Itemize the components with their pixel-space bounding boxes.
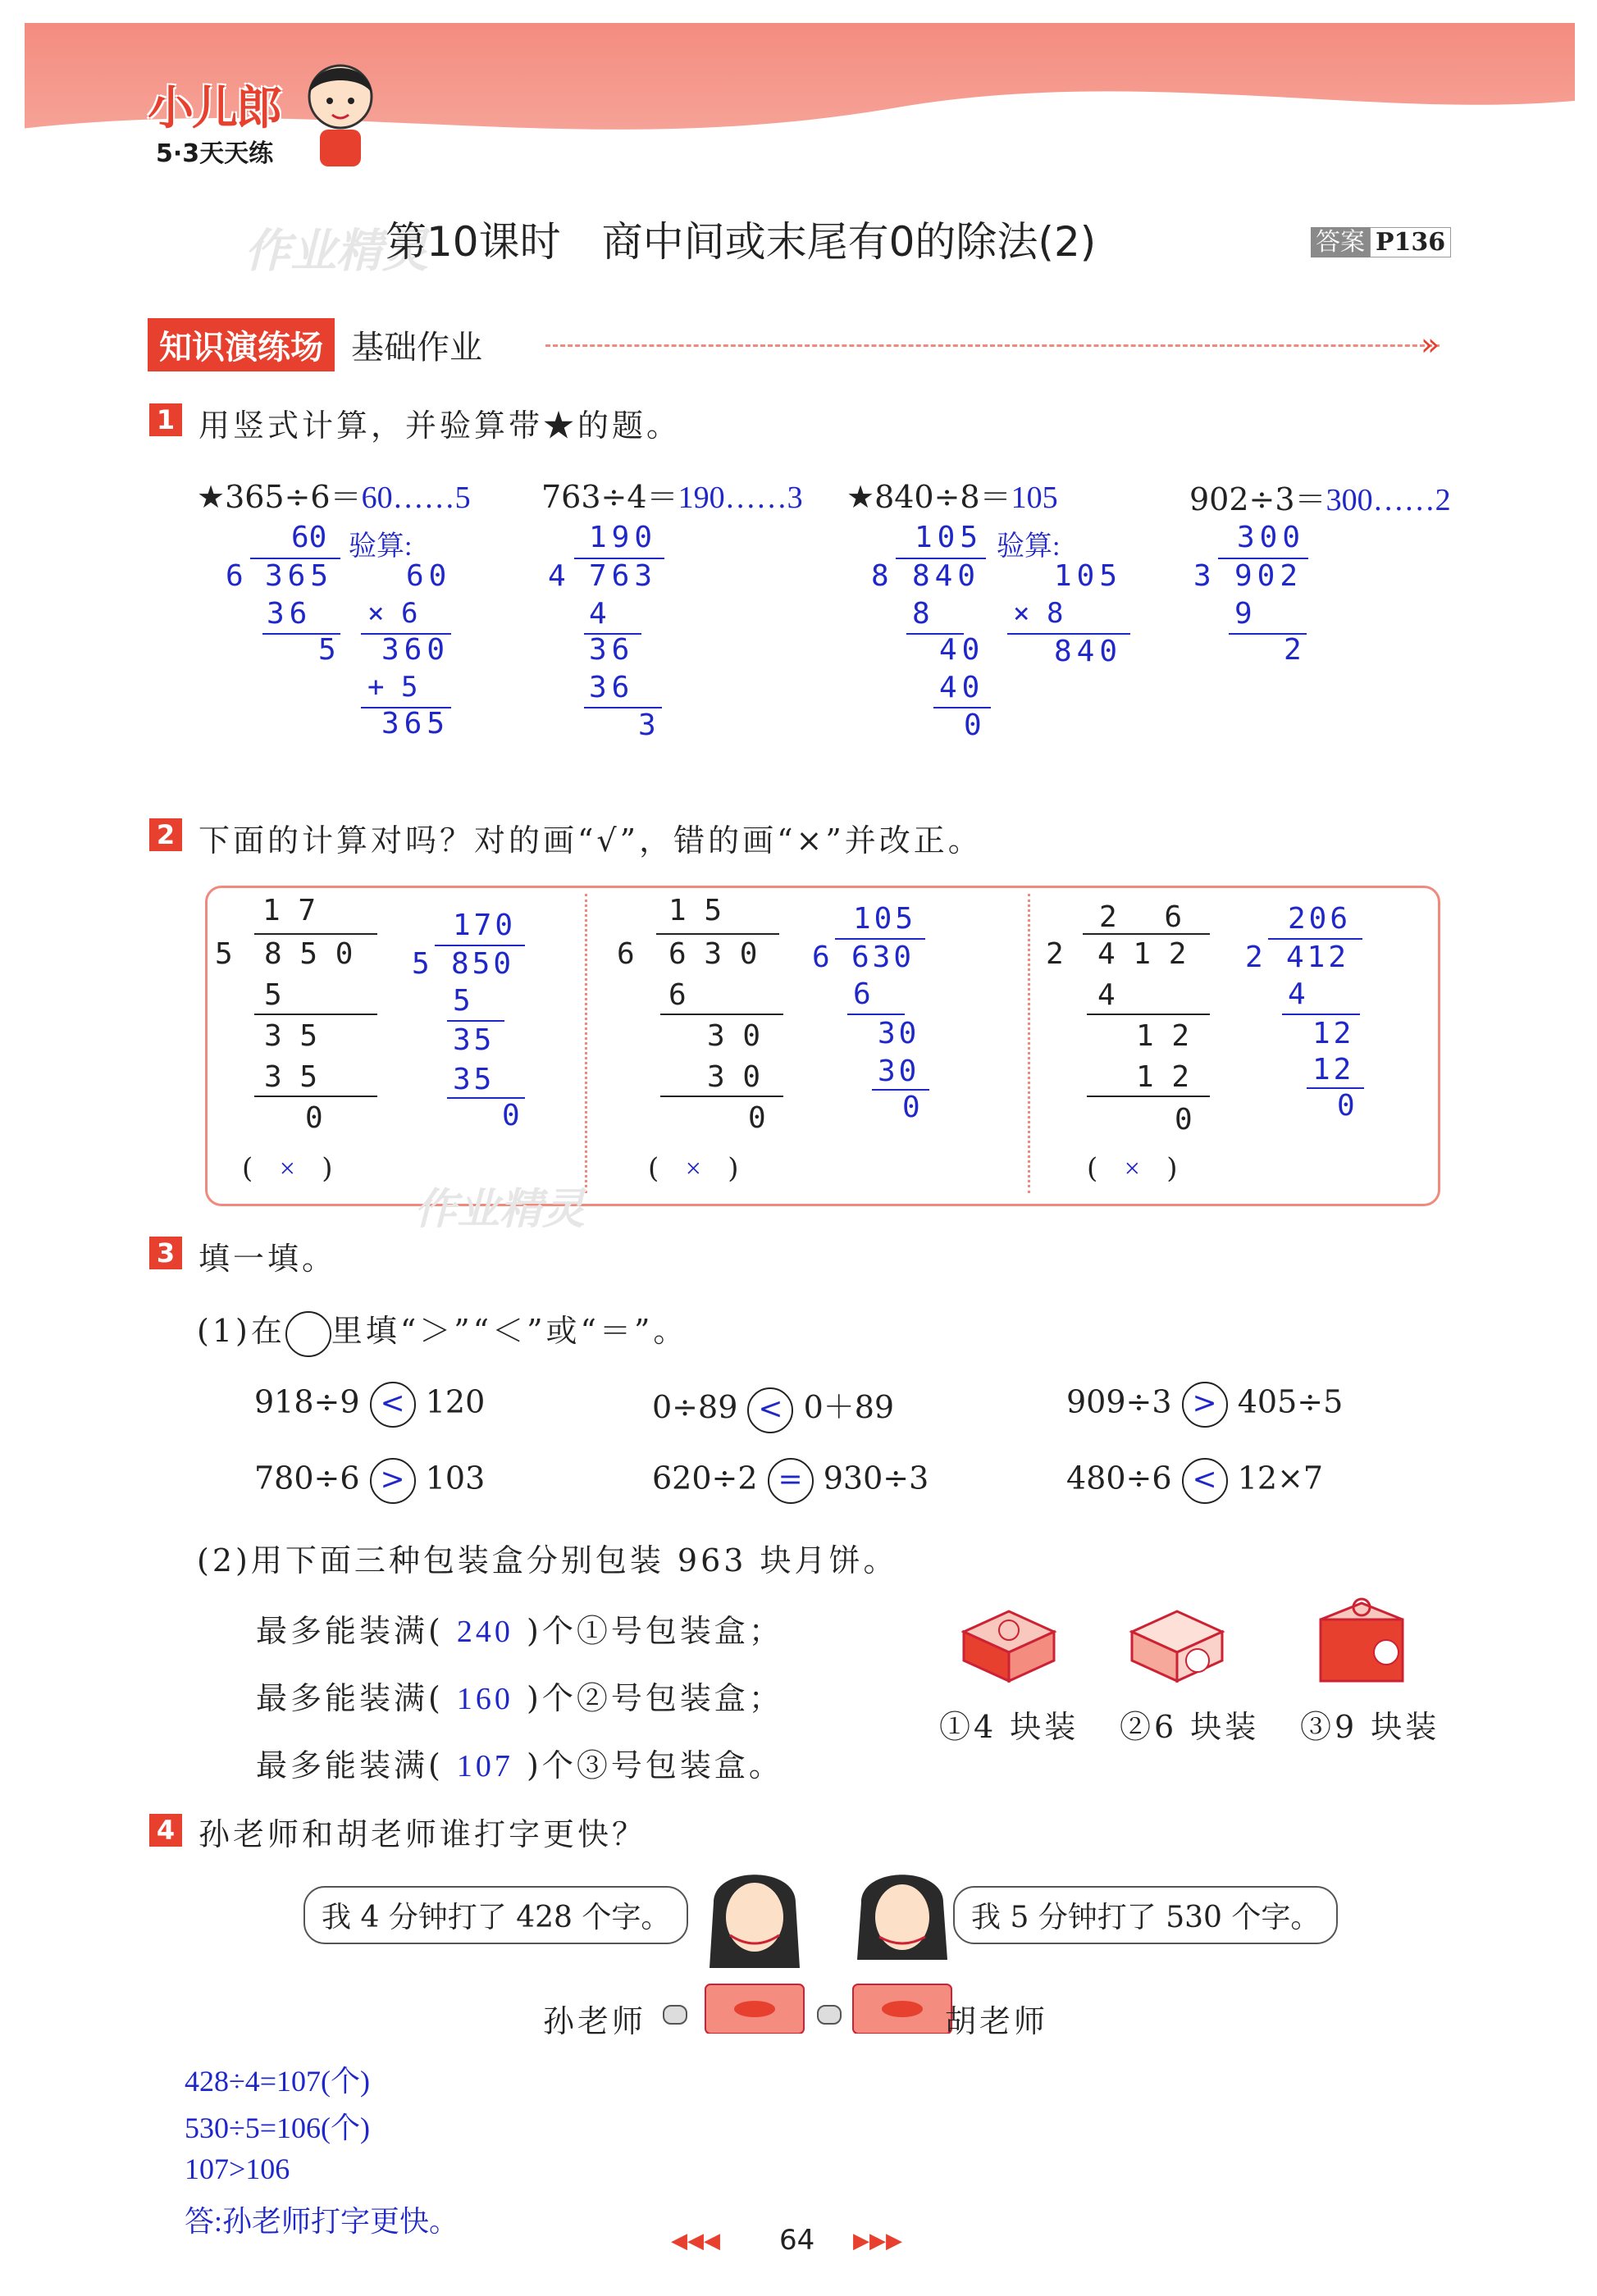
q2-dividend: 4 1 2	[1097, 937, 1187, 971]
teacher-name: 胡老师	[945, 2003, 1049, 2039]
q2-step: 5	[264, 978, 282, 1012]
teacher-hu-illustration	[845, 1870, 960, 2034]
series-name: 5·3天天练	[156, 139, 274, 168]
q2-fix-step: 30	[878, 1017, 920, 1050]
q2-fix-quotient: 170	[453, 909, 517, 942]
speech-bubble: 我 4 分钟打了 428 个字。	[303, 1886, 688, 1944]
fill-line: 最多能装满( 107 )个③号包装盒。	[256, 1747, 783, 1784]
speech-bubble: 我 5 分钟打了 530 个字。	[953, 1886, 1338, 1944]
answer-line: 530÷5=106(个)	[185, 2112, 371, 2144]
q2-quotient: 2 6	[1099, 900, 1183, 934]
q2-fix-step: 0	[902, 1091, 920, 1124]
q1-check: 105	[1054, 559, 1123, 593]
page-prev-arrows: ◀◀◀	[671, 2229, 720, 2253]
watermark: 作业精灵	[414, 1185, 586, 1234]
q1-check: 360	[381, 633, 450, 667]
q1-expr: 763÷4＝190……3	[541, 479, 803, 515]
q1-expr: ★840÷8＝105	[846, 479, 1058, 515]
q2-fix-step: 0	[502, 1099, 520, 1132]
circle-icon	[285, 1311, 331, 1357]
mascot-icon	[295, 56, 386, 171]
q2-step: 1 2	[1136, 1019, 1190, 1053]
q1-check: × 8	[1013, 597, 1064, 630]
q2-fix-step: 4	[1288, 977, 1306, 1011]
q2-fix-step: 35	[453, 1023, 495, 1057]
q2-dividend: 8 5 0	[264, 937, 354, 971]
section-header	[148, 318, 482, 369]
fill-line: 最多能装满( 240 )个①号包装盒；	[256, 1613, 783, 1649]
question-number: 1	[149, 403, 182, 436]
q1-check: 840	[1054, 635, 1123, 668]
q1-step: 5	[318, 633, 336, 667]
q2-step: 3 5	[264, 1019, 318, 1053]
question-text: 填一填。	[198, 1241, 337, 1277]
q1-divisor: 6	[226, 559, 244, 593]
package-box-icon	[1308, 1595, 1415, 1685]
q2-fix-quotient: 206	[1288, 902, 1352, 936]
brand-logo: 小儿郎	[148, 82, 281, 135]
q1-divisor: 4	[548, 559, 566, 593]
compare-item: 909÷3 > 405÷5	[1066, 1382, 1343, 1428]
q2-fix-step: 6	[853, 977, 871, 1011]
q2-fix-quotient: 105	[853, 902, 917, 936]
q2-fix-step: 35	[453, 1063, 495, 1096]
package-label: ③9 块装	[1300, 1709, 1440, 1745]
compare-item: 918÷9 < 120	[254, 1382, 485, 1428]
q2-step: 6	[668, 978, 687, 1012]
q2-step: 0	[1175, 1103, 1193, 1137]
page-next-arrows: ▶▶▶	[853, 2229, 902, 2253]
q2-fix-divisor: 2	[1245, 941, 1263, 974]
q1-step: 3	[638, 708, 656, 742]
package-label: ②6 块装	[1120, 1709, 1260, 1745]
q2-mark: ( × )	[242, 1152, 333, 1185]
q1-quotient: 300	[1237, 521, 1306, 554]
q2-panel	[205, 886, 1440, 1206]
compare-item: 620÷2 = 930÷3	[652, 1458, 929, 1504]
q2-step: 1 2	[1136, 1060, 1190, 1094]
teacher-name: 孙老师	[543, 2003, 647, 2039]
q1-divisor: 3	[1193, 559, 1211, 593]
q2-fix-divisor: 6	[812, 941, 830, 974]
q2-step: 0	[305, 1101, 323, 1135]
section-subtitle: 基础作业	[351, 329, 482, 367]
q1-quotient: 190	[589, 521, 658, 554]
q2-step: 3 0	[707, 1019, 761, 1053]
q1-quotient: 105	[915, 521, 983, 554]
fill-line: 最多能装满( 160 )个②号包装盒；	[256, 1680, 783, 1716]
chevron-right-icon: »	[1421, 326, 1440, 362]
q1-verify-label: 验算:	[997, 531, 1061, 562]
q1-expr: 902÷3＝300……2	[1189, 481, 1451, 517]
q2-fix-step: 5	[453, 984, 471, 1018]
q1-check: 60	[406, 559, 452, 593]
answer-line: 答:孙老师打字更快。	[185, 2205, 459, 2238]
answer-line: 428÷4=107(个)	[185, 2065, 371, 2098]
teacher-sun-illustration	[697, 1870, 812, 2034]
page-title: 第10课时 商中间或末尾有0的除法(2)	[386, 218, 1097, 266]
question-number: 4	[149, 1814, 182, 1847]
q1-quotient: 60	[291, 521, 327, 554]
q1-step: 4	[589, 597, 607, 631]
question-text: 用竖式计算，并验算带★的题。	[198, 408, 682, 444]
q1-dividend: 365	[265, 559, 334, 593]
q3-part1: (1)在 里填“＞”“＜”或“＝”。	[197, 1305, 687, 1357]
q1-dividend: 902	[1234, 559, 1303, 593]
q2-fix-divisor: 5	[412, 947, 430, 981]
q1-check: × 6	[367, 597, 418, 630]
q1-step: 36	[589, 633, 635, 667]
q2-fix-step: 30	[878, 1055, 920, 1088]
q2-divisor: 5	[215, 937, 233, 971]
package-box-icon	[956, 1603, 1062, 1685]
q1-step: 8	[912, 597, 930, 631]
question-text: 下面的计算对吗？对的画“√”，错的画“×”并改正。	[198, 822, 983, 859]
page-number: 64	[779, 2224, 815, 2257]
q2-fix-step: 12	[1312, 1017, 1355, 1050]
q2-quotient: 1 5	[668, 894, 723, 927]
q1-check: 365	[381, 707, 450, 740]
answer-line: 107>106	[185, 2152, 290, 2185]
section-divider	[545, 344, 1440, 347]
q2-fix-dividend: 412	[1286, 941, 1350, 974]
question-number: 3	[149, 1237, 182, 1269]
q3-part2: (2)用下面三种包装盒分别包装 963 块月饼。	[197, 1542, 898, 1578]
q2-step: 3 5	[264, 1060, 318, 1094]
answer-page: P136	[1370, 227, 1451, 257]
package-label: ①4 块装	[939, 1709, 1079, 1745]
mouse-icon	[663, 2005, 687, 2025]
q1-check: + 5	[367, 671, 418, 704]
q1-dividend: 763	[589, 559, 658, 593]
q1-divisor: 8	[871, 559, 889, 593]
q2-mark: ( × )	[1087, 1152, 1178, 1185]
q1-step: 0	[964, 708, 982, 742]
q1-step: 36	[589, 671, 635, 704]
mouse-icon	[817, 2005, 842, 2025]
compare-item: 780÷6 > 103	[254, 1458, 485, 1504]
compare-item: 480÷6 < 12×7	[1066, 1458, 1323, 1504]
q2-dividend: 6 3 0	[668, 937, 758, 971]
q2-separator	[1028, 894, 1030, 1193]
q2-quotient: 1 7	[262, 894, 317, 927]
q2-fix-step: 0	[1337, 1089, 1355, 1123]
q2-fix-step: 12	[1312, 1053, 1355, 1086]
answer-ref	[1311, 221, 1451, 257]
q2-fix-dividend: 850	[451, 947, 515, 981]
package-box-icon	[1124, 1599, 1230, 1685]
q2-mark: ( × )	[648, 1152, 739, 1185]
q2-divisor: 6	[617, 937, 635, 971]
q1-verify-label: 验算:	[349, 531, 413, 562]
q2-step: 4	[1097, 978, 1116, 1012]
question-number: 2	[149, 818, 182, 851]
q1-step: 40	[939, 671, 985, 704]
watermark: 作业精灵	[244, 225, 428, 278]
q2-separator	[585, 894, 587, 1193]
q2-step: 0	[748, 1101, 766, 1135]
q1-step: 36	[267, 597, 313, 631]
q1-step: 9	[1234, 597, 1253, 631]
answer-label: 答案	[1311, 227, 1370, 257]
q1-step: 40	[939, 633, 985, 667]
q1-step: 2	[1284, 633, 1302, 667]
q2-step: 3 0	[707, 1060, 761, 1094]
question-text: 孙老师和胡老师谁打字更快？	[198, 1816, 647, 1852]
q2-divisor: 2	[1046, 937, 1064, 971]
q2-fix-dividend: 630	[851, 941, 915, 974]
q1-dividend: 840	[912, 559, 981, 593]
q1-expr: ★365÷6＝60……5	[197, 479, 471, 515]
section-tag: 知识演练场	[148, 318, 335, 371]
compare-item: 0÷89 < 0＋89	[652, 1382, 894, 1433]
